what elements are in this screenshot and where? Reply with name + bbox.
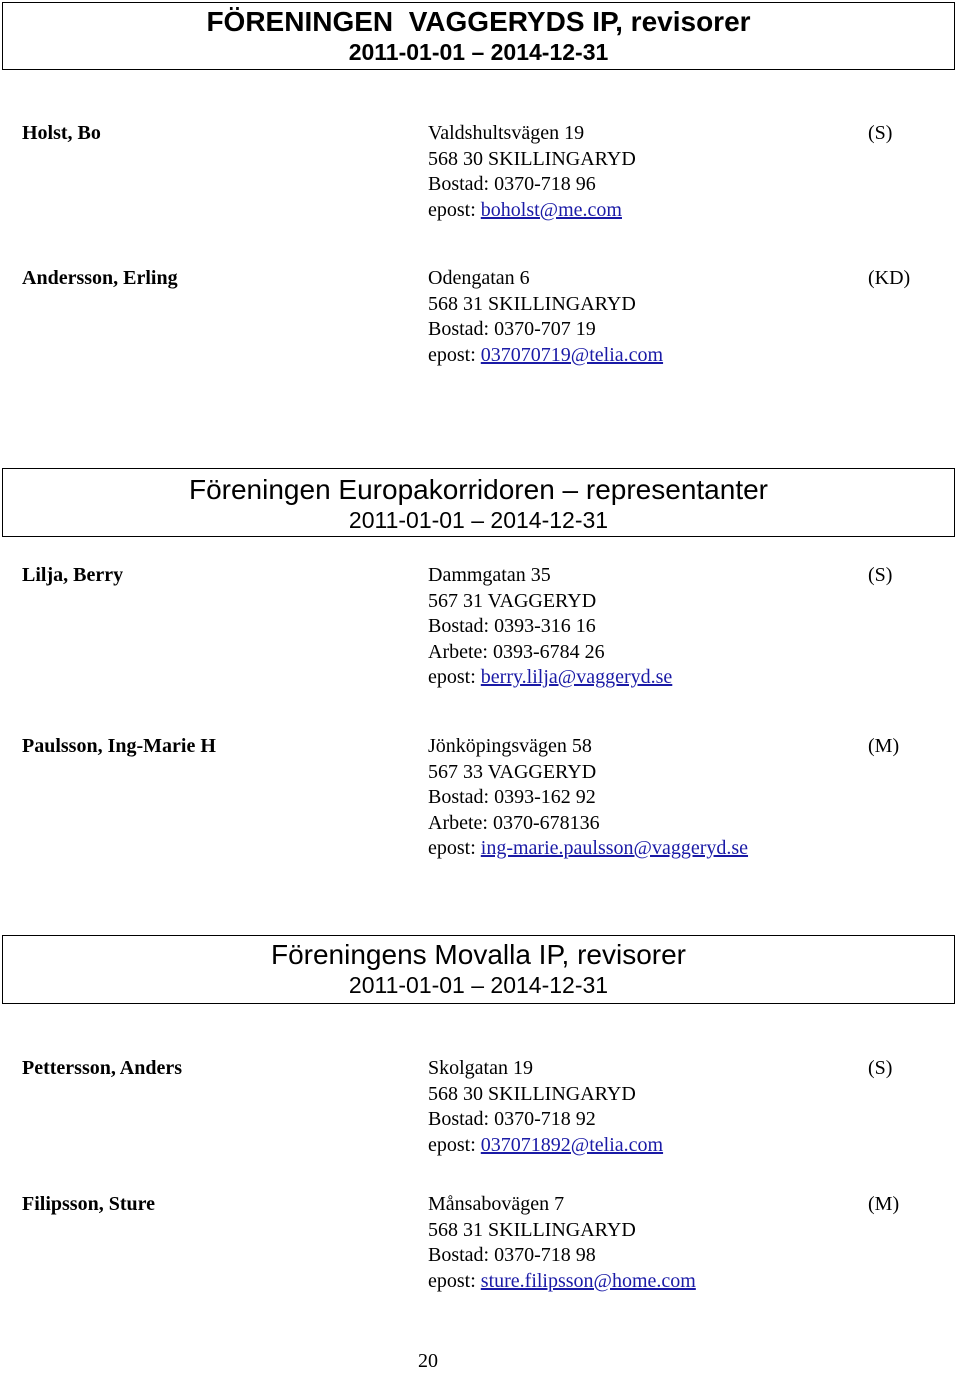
email-link[interactable]: ing-marie.paulsson@vaggeryd.se	[480, 837, 749, 859]
email-line	[428, 1133, 663, 1159]
person-name: Filipsson, Sture	[22, 1193, 155, 1215]
party-badge: (S)	[868, 1057, 893, 1079]
email-line	[428, 198, 636, 224]
person-name: Pettersson, Anders	[22, 1057, 182, 1079]
phone-home: Bostad: 0393-162 92	[428, 786, 596, 808]
party-badge: (S)	[868, 122, 893, 144]
party-badge: (M)	[868, 735, 900, 757]
phone-home: Bostad: 0370-718 96	[428, 173, 596, 195]
party-badge: (S)	[868, 564, 893, 586]
postal-address: 568 30 SKILLINGARYD	[428, 147, 636, 170]
person-address	[428, 266, 663, 368]
person-address	[428, 563, 672, 691]
person-address	[428, 121, 636, 223]
email-line	[428, 836, 748, 862]
phone-home: Bostad: 0370-718 98	[428, 1244, 596, 1266]
phone-home: Bostad: 0370-707 19	[428, 318, 596, 340]
person-name: Holst, Bo	[22, 122, 101, 144]
email-line	[428, 343, 663, 369]
email-label: epost:	[428, 1133, 481, 1156]
email-label: epost:	[428, 666, 481, 688]
email-link[interactable]: 037071892@telia.com	[480, 1133, 664, 1156]
section-period: 2011-01-01 – 2014-12-31	[348, 39, 609, 65]
person-address	[428, 1056, 663, 1158]
page-number: 20	[418, 1350, 438, 1372]
section-period: 2011-01-01 – 2014-12-31	[348, 972, 609, 998]
email-link[interactable]: berry.lilja@vaggeryd.se	[480, 666, 673, 688]
phone-work: Arbete: 0370-678136	[428, 811, 600, 834]
email-link[interactable]: sture.filipsson@home.com	[480, 1269, 696, 1292]
street: Jönköpingsvägen 58	[428, 735, 592, 757]
street: Odengatan 6	[428, 267, 530, 289]
street: Valdshultsvägen 19	[428, 122, 585, 144]
postal-address: 568 30 SKILLINGARYD	[428, 1082, 636, 1105]
street: Dammgatan 35	[428, 564, 551, 586]
person-name: Lilja, Berry	[22, 564, 124, 586]
street: Månsabovägen 7	[428, 1193, 565, 1215]
email-link[interactable]: 037070719@telia.com	[480, 343, 664, 366]
email-label: epost:	[428, 837, 481, 859]
section-header-europakorridoren	[2, 468, 955, 537]
phone-work: Arbete: 0393-6784 26	[428, 640, 605, 663]
person-name: Andersson, Erling	[22, 267, 178, 289]
party-badge: (KD)	[868, 267, 911, 289]
section-title: FÖRENINGEN VAGGERYDS IP, revisorer	[206, 6, 751, 37]
person-address	[428, 734, 748, 862]
party-badge: (M)	[868, 1193, 900, 1215]
postal-address: 568 31 SKILLINGARYD	[428, 292, 636, 315]
section-header-vaggeryds-ip	[2, 2, 955, 70]
phone-home: Bostad: 0370-718 92	[428, 1108, 596, 1130]
person-name: Paulsson, Ing-Marie H	[22, 735, 216, 757]
section-header-movalla-ip	[2, 935, 955, 1004]
email-link[interactable]: boholst@me.com	[480, 198, 622, 221]
email-label: epost:	[428, 343, 481, 366]
section-period: 2011-01-01 – 2014-12-31	[348, 507, 609, 533]
postal-address: 567 31 VAGGERYD	[428, 589, 597, 612]
postal-address: 567 33 VAGGERYD	[428, 760, 597, 783]
email-label: epost:	[428, 198, 481, 221]
section-title: Föreningens Movalla IP, revisorer	[270, 939, 686, 970]
email-label: epost:	[428, 1269, 481, 1292]
street: Skolgatan 19	[428, 1057, 533, 1079]
person-address	[428, 1192, 696, 1294]
postal-address: 568 31 SKILLINGARYD	[428, 1218, 636, 1241]
email-line	[428, 665, 672, 691]
section-title: Föreningen Europakorridoren – representanter	[188, 474, 769, 505]
phone-home: Bostad: 0393-316 16	[428, 615, 596, 637]
email-line	[428, 1269, 696, 1295]
